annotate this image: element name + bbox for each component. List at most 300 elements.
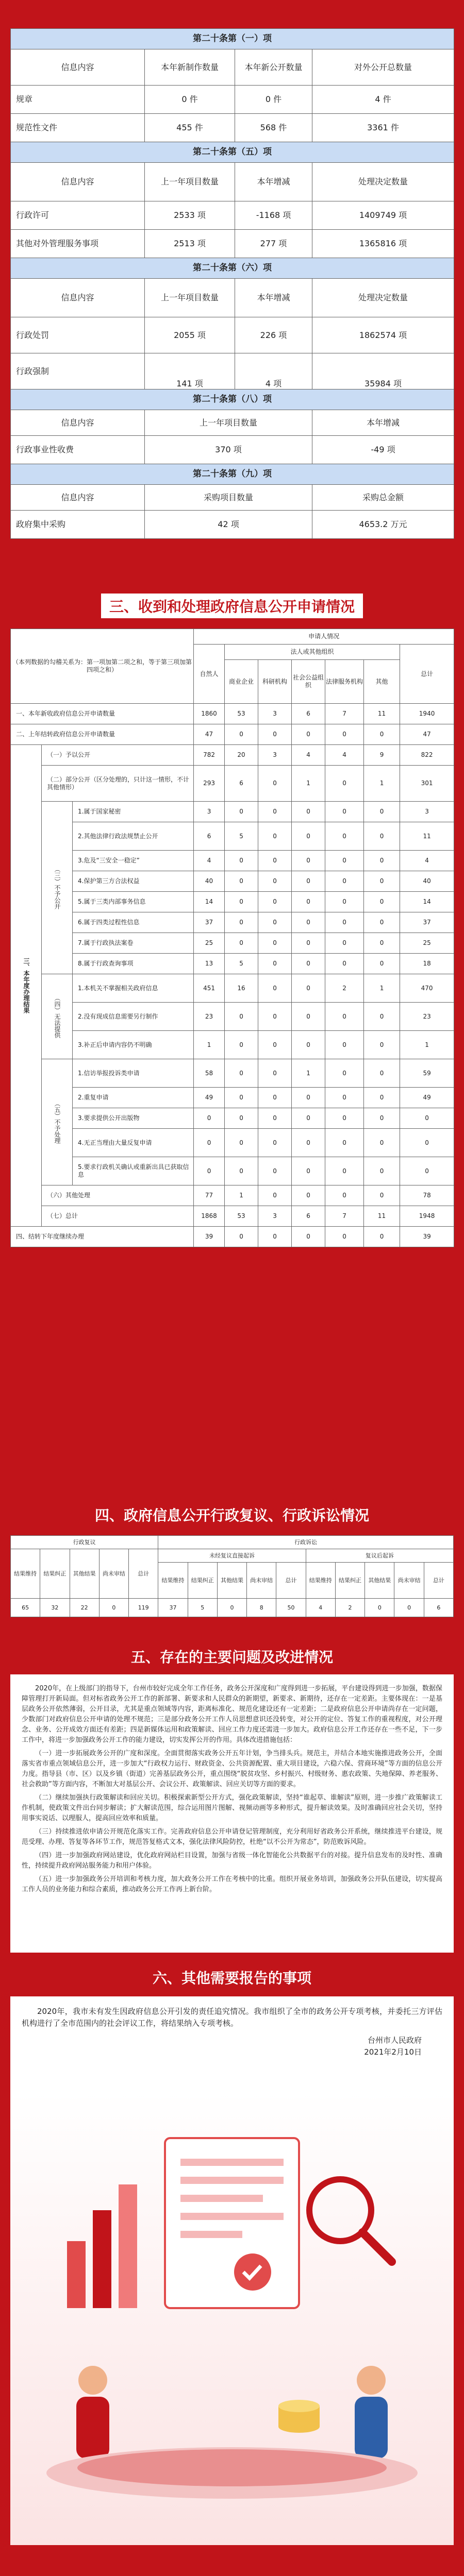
row-label: 行政处罚: [11, 317, 145, 353]
cell: 0: [292, 1157, 325, 1185]
table-row: [11, 1599, 454, 1617]
cell: 7: [325, 704, 364, 724]
col-header: 其他: [364, 660, 400, 704]
col-header: 上一年项目数量: [145, 410, 312, 436]
cell: 4: [194, 851, 225, 871]
group-label: （五）不予处理: [42, 1059, 73, 1185]
col-header: 信息内容: [11, 163, 145, 201]
col-header: 上一年项目数量: [145, 163, 235, 201]
cell: 0: [292, 851, 325, 871]
cell: 0: [225, 1059, 258, 1088]
cell: 35984 项: [312, 353, 454, 389]
table-row: [11, 1129, 454, 1157]
col-header: 其他结果: [217, 1563, 246, 1599]
table-row: [11, 745, 454, 766]
cell: 0: [325, 954, 364, 974]
cell: 0: [194, 1157, 225, 1185]
table-row: [11, 1059, 454, 1088]
cell: 4: [292, 745, 325, 766]
table-row: [11, 1108, 454, 1129]
cell: 0: [364, 724, 400, 745]
cell: 20: [225, 745, 258, 766]
cell: 0: [292, 802, 325, 822]
row-label: 二、上年结转政府信息公开申请数量: [11, 724, 194, 745]
table-row: [11, 802, 454, 822]
review-table: [10, 1535, 454, 1617]
row-label: （一）予以公开: [42, 745, 194, 766]
row-label: 政府集中采购: [11, 511, 145, 539]
cell: 0: [225, 724, 258, 745]
col-header: 信息内容: [11, 279, 145, 317]
col-header: 本年增减: [235, 279, 312, 317]
cell: 4: [325, 745, 364, 766]
cell: 301: [400, 766, 454, 802]
cell: 0: [364, 802, 400, 822]
cell: 0: [364, 1059, 400, 1088]
paragraph: 2020年，我市未有发生因政府信息公开引发的责任追究情况。我市组织了全市的政务公开专项考核，并委托三方评估机构进行了全市范围内的社会评议工作，将结果纳入专项考核。: [22, 2007, 442, 2028]
cell: 32: [40, 1599, 70, 1617]
cell: 0: [225, 1227, 258, 1247]
cell: 0: [258, 851, 292, 871]
row-label: 1.信访举报投诉类申请: [73, 1059, 194, 1088]
row-label: 2.重复申请: [73, 1088, 194, 1108]
cell: 0: [364, 912, 400, 933]
cell: 11: [364, 704, 400, 724]
decorative-illustration: [10, 2092, 454, 2545]
col-header: 本年增减: [235, 163, 312, 201]
table-row: [11, 1157, 454, 1185]
paragraph: （一）进一步拓展政务公开的广度和深度。全面贯彻落实政务公开五年计划，争当排头兵。规范主，并结合本地实施推进政务公开，全面落实省市重点领域信息公开，进一步加大“行政权力运行、财政资金、公共资源配置、重大项目建设，六稳六保、营商环境”等方面的信息公开力度。指导县（市、区）以及乡镇（街道）完善基层政务公开，重点围绕“脱贫攻坚、乡村振兴、村级财务、惠农政策、失地保障、养老服务、社会救助”等方面内容，不断加大对基层公开、会议公开、政策解读、回应关切等方面的要求。: [22, 1750, 442, 1788]
cell: 0: [258, 1031, 292, 1059]
section-heading-4: 四、政府信息公开行政复议、行政诉讼情况: [94, 1507, 369, 1524]
cell: 7: [325, 1206, 364, 1227]
cell: 6: [292, 1206, 325, 1227]
col-header: 结果纠正: [188, 1563, 217, 1599]
cell: 11: [364, 1206, 400, 1227]
cell: 0: [258, 1227, 292, 1247]
paragraph: （二）继续加强执行政策解读和回应关切。积极探索新型公开方式，强化政策解读，坚持“谁起草、谁解读”原则，进一步推广政策解读工作机制，使政策文件出台同步解读；扩大解读范围，综合运用图片图解、视频动画等多种形式，提升解读效果。及时准确回应社会关切，坚持用事实说话、以理服人，提高回应效率和质量。: [22, 1794, 442, 1822]
cell: 47: [400, 724, 454, 745]
cell: 0: [258, 1088, 292, 1108]
table-row: [11, 1003, 454, 1031]
cell: 78: [400, 1185, 454, 1206]
cell: 5: [225, 954, 258, 974]
cell: 0: [258, 1003, 292, 1031]
cell: 0: [365, 1599, 394, 1617]
issues-text-card: [10, 1674, 454, 1953]
cell: 0: [258, 1129, 292, 1157]
cell: 0: [364, 1157, 400, 1185]
application-table: [10, 629, 454, 1247]
cell: 0: [325, 766, 364, 802]
col-header: 商业企业: [225, 660, 258, 704]
cell: 0: [258, 822, 292, 851]
cell: 0: [292, 871, 325, 892]
cell: 0: [292, 1088, 325, 1108]
cell: 455 件: [145, 114, 235, 142]
col-header: 本年增减: [312, 410, 454, 436]
cell: 47: [194, 724, 225, 745]
cell: 3: [258, 704, 292, 724]
col-header: 总计: [276, 1563, 306, 1599]
cell: 4 项: [235, 353, 312, 389]
cell: 0: [325, 1059, 364, 1088]
row-label: 6.属于四类过程性信息: [73, 912, 194, 933]
cell: 0: [194, 1108, 225, 1129]
cell: 0: [364, 822, 400, 851]
cell: 1: [400, 1031, 454, 1059]
cell: 0: [225, 1108, 258, 1129]
cell: 0: [292, 974, 325, 1003]
cell: 59: [400, 1059, 454, 1088]
col-header: 信息内容: [11, 49, 145, 86]
cell: 119: [129, 1599, 158, 1617]
cell: 0: [258, 1059, 292, 1088]
signature-block: [22, 2035, 442, 2058]
cell: 4: [400, 851, 454, 871]
cell: 0: [292, 1227, 325, 1247]
cell: 18: [400, 954, 454, 974]
cell: 23: [400, 1003, 454, 1031]
row-label: 行政许可: [11, 201, 145, 230]
cell: 65: [11, 1599, 40, 1617]
cell: 0: [364, 1185, 400, 1206]
cell: 0: [364, 871, 400, 892]
cell: 6: [194, 822, 225, 851]
row-label: 四、结转下年度继续办理: [11, 1227, 194, 1247]
row-label: 3.危及“三安全一稳定”: [73, 851, 194, 871]
cell: 6: [424, 1599, 453, 1617]
suit-header: 行政诉讼: [158, 1536, 454, 1549]
row-label: 3.要求提供公开出版物: [73, 1108, 194, 1129]
table-row: [11, 954, 454, 974]
col-header-natural: 自然人: [194, 645, 225, 704]
row-label: 1.本机关不掌握相关政府信息: [73, 974, 194, 1003]
cell: 0: [225, 1003, 258, 1031]
cell: 0: [225, 1129, 258, 1157]
cell: 0: [225, 933, 258, 954]
cell: 0: [194, 1129, 225, 1157]
col-header: 上一年项目数量: [145, 279, 235, 317]
cell: 49: [194, 1088, 225, 1108]
cell: 0: [292, 724, 325, 745]
cell: 25: [194, 933, 225, 954]
table-row: [11, 892, 454, 912]
paragraph: （三）持续推进依申请公开规范化落实工作。完善政府信息公开申请登记管理制度，充分利用好省政务公开系统，继续推进平台建设，规范受理、办理、答复等各环节工作，规范答复格式文本，强化法律风险防控，杜绝“以不公开为常态”，防范败诉风险。: [22, 1828, 442, 1846]
cell: 1862574 项: [312, 317, 454, 353]
cell: 0: [325, 1157, 364, 1185]
cell: 0: [325, 912, 364, 933]
group-label: （三）不予公开: [42, 802, 73, 974]
section-heading-5: 五、存在的主要问题及改进情况: [130, 1649, 333, 1666]
cell: 42 项: [145, 511, 312, 539]
table-row: [11, 724, 454, 745]
coins-icon: [278, 2400, 320, 2433]
col-header: 本年新公开数量: [235, 49, 312, 86]
cell: 0: [292, 1129, 325, 1157]
corner-note: （本列数据的勾稽关系为：第一项加第二项之和，等于第三项加第四项之和）: [11, 629, 194, 704]
cell: 0: [225, 1031, 258, 1059]
cell: 0: [258, 802, 292, 822]
cell: 1: [292, 1059, 325, 1088]
cell: 4 件: [312, 86, 454, 114]
cell: 0: [364, 1129, 400, 1157]
cell: 2513 项: [145, 230, 235, 258]
cell: 1: [364, 766, 400, 802]
table-row: [11, 704, 454, 724]
cell: 6: [292, 704, 325, 724]
cell: 1: [364, 974, 400, 1003]
cell: 0: [364, 1088, 400, 1108]
cell: 0: [292, 1003, 325, 1031]
document-icon: [165, 2138, 299, 2308]
row-label: 一、本年新收政府信息公开申请数量: [11, 704, 194, 724]
row-label: 1.属于国家秘密: [73, 802, 194, 822]
col-header: 结果纠正: [40, 1549, 70, 1599]
cell: 0: [400, 1129, 454, 1157]
cell: 0: [225, 912, 258, 933]
cell: 1: [292, 766, 325, 802]
cell: 23: [194, 1003, 225, 1031]
section-header: 第二十条第（八）项: [11, 389, 454, 410]
cell: 2533 项: [145, 201, 235, 230]
cell: 370 项: [145, 436, 312, 464]
cell: 0: [400, 1108, 454, 1129]
cell: 0 件: [235, 86, 312, 114]
cell: 40: [400, 871, 454, 892]
col-header: 结果维持: [158, 1563, 188, 1599]
applicant-header: 申请人情况: [194, 629, 454, 645]
other-matters-card: [10, 1996, 454, 2545]
section-header: 第二十条第（九）项: [11, 464, 454, 485]
sign-org: 台州市人民政府: [367, 2036, 422, 2045]
row-label: （二）部分公开（区分处理的，只计这一情形，不计其他情形）: [42, 766, 194, 802]
cell: 53: [225, 704, 258, 724]
cell: 0: [364, 1031, 400, 1059]
cell: 8: [247, 1599, 276, 1617]
row-label: 规范性文件: [11, 114, 145, 142]
cell: 0: [225, 1157, 258, 1185]
cell: 0: [394, 1599, 424, 1617]
row-label: 2.没有现成信息需要另行制作: [73, 1003, 194, 1031]
cell: 0: [217, 1599, 246, 1617]
application-table-card: [10, 629, 454, 1247]
cell: 2: [335, 1599, 364, 1617]
col-header: 尚未审结: [394, 1563, 424, 1599]
table-row: [11, 1088, 454, 1108]
cell: 0: [258, 1108, 292, 1129]
cell: 0: [325, 851, 364, 871]
col-header: 总计: [129, 1549, 158, 1599]
cell: 0: [258, 766, 292, 802]
cell: 0: [225, 851, 258, 871]
review-table-card: [10, 1535, 454, 1617]
cell: 0: [225, 892, 258, 912]
cell: 0: [325, 933, 364, 954]
cell: 293: [194, 766, 225, 802]
cell: 0: [292, 1108, 325, 1129]
side-label: 三、本年度办理结果: [11, 745, 42, 1227]
cell: 1940: [400, 704, 454, 724]
cell: 0: [325, 1227, 364, 1247]
table-row: [11, 912, 454, 933]
col-header: 其他结果: [70, 1549, 99, 1599]
cell: 0: [325, 1108, 364, 1129]
cell: 22: [70, 1599, 99, 1617]
col-header: 其他结果: [365, 1563, 394, 1599]
row-label: 8.属于行政查询事项: [73, 954, 194, 974]
cell: 0: [258, 1157, 292, 1185]
cell: 0: [325, 1185, 364, 1206]
cell: 0: [258, 954, 292, 974]
cell: 25: [400, 933, 454, 954]
cell: 0: [325, 802, 364, 822]
cell: 1868: [194, 1206, 225, 1227]
cell: 0: [258, 892, 292, 912]
cell: 0: [364, 1003, 400, 1031]
cell: 6: [225, 766, 258, 802]
section-header: 第二十条第（一）项: [11, 29, 454, 49]
row-label: 规章: [11, 86, 145, 114]
paragraph: （五）进一步加强政务公开培训和考核力度，加大政务公开工作在考核中的比重。组织开展业务培训，加强政务公开队伍建设，切实提高工作人员的业务能力和综合素质，推动政务公开工作再上新台阶。: [22, 1875, 442, 1893]
table-row: [11, 822, 454, 851]
cell: 0: [364, 1108, 400, 1129]
col-header: 处理决定数量: [312, 279, 454, 317]
section-heading-3: 三、收到和处理政府信息公开申请情况: [0, 594, 464, 618]
col-header: 总计: [424, 1563, 453, 1599]
cell: 37: [158, 1599, 188, 1617]
cell: 0: [292, 933, 325, 954]
cell: 0: [292, 912, 325, 933]
cell: 3: [194, 802, 225, 822]
cell: 39: [400, 1227, 454, 1247]
table-row: [11, 1227, 454, 1247]
cell: 0 件: [145, 86, 235, 114]
section-header: 第二十条第（六）项: [11, 258, 454, 279]
col-header: 对外公开总数量: [312, 49, 454, 86]
cell: 0: [292, 954, 325, 974]
cell: 2055 项: [145, 317, 235, 353]
paragraph: 2020年，在上级部门的指导下，台州市较好完成全年工作任务，政务公开深度和广度得到进一步拓展，平台建设得到进一步加强，数据保障管理打开新局面。但对标省政务公开工作的新部署、新要求和人民群众的新期望，新要求、新期待，还存在一定差距。主要体现在：一是基层政务公开依然薄弱，公开目录，尤其是重点领域等内容，距离标准化、规范化建设还有一定差距；二是政府信息公开申请尚存在一定问题，少数部门对政府信息公开申请的处理不规范；三是部分政务公开工作人员思想意识还没转变，对公开的定位、答复工作的重视程度，对公开理念、业务、公开成效方面还有差距；四是新媒体运用和政策解读、回应工作力度还需进一步加大。政府信息公开工作还存在一些不足，下一步工作中，将进一步加强政务公开工作的能力建设，切实发挥公开的作用。具体改进措施包括：: [22, 1685, 442, 1744]
cell: 0: [364, 892, 400, 912]
cell: 0: [292, 1031, 325, 1059]
cell: 16: [225, 974, 258, 1003]
cell: 4: [306, 1599, 335, 1617]
cell: 3: [400, 802, 454, 822]
col-header: 结果纠正: [335, 1563, 364, 1599]
cell: 0: [325, 1129, 364, 1157]
cell: 39: [194, 1227, 225, 1247]
col-header-total: 总计: [400, 645, 454, 704]
col-header: 法律服务机构: [325, 660, 364, 704]
cell: 0: [325, 871, 364, 892]
cell: 5: [225, 822, 258, 851]
cell: 50: [276, 1599, 306, 1617]
cell: 40: [194, 871, 225, 892]
cell: 9: [364, 745, 400, 766]
cell: 822: [400, 745, 454, 766]
cell: 3: [258, 1206, 292, 1227]
cell: 277 项: [235, 230, 312, 258]
cell: 0: [258, 724, 292, 745]
review-header: 行政复议: [11, 1536, 158, 1549]
cell: 3361 件: [312, 114, 454, 142]
col-header: 信息内容: [11, 410, 145, 436]
cell: 0: [258, 871, 292, 892]
cell: 37: [194, 912, 225, 933]
table-row: [11, 974, 454, 1003]
cell: 1365816 项: [312, 230, 454, 258]
table-row: [11, 1206, 454, 1227]
cell: 14: [194, 892, 225, 912]
col-header: 信息内容: [11, 485, 145, 511]
other-matters-text: [10, 1996, 454, 2058]
row-label: （七）总计: [42, 1206, 194, 1227]
cell: 1: [194, 1031, 225, 1059]
cell: 0: [225, 802, 258, 822]
group-label: （四）无法提供: [42, 974, 73, 1059]
direct-header: 未经复议直接起诉: [158, 1549, 306, 1563]
table-row: [11, 1031, 454, 1059]
row-label: 行政事业性收费: [11, 436, 145, 464]
col-header: 科研机构: [258, 660, 292, 704]
cell: 0: [258, 912, 292, 933]
cell: 451: [194, 974, 225, 1003]
cell: 77: [194, 1185, 225, 1206]
col-header: 尚未审结: [99, 1549, 128, 1599]
cell: 58: [194, 1059, 225, 1088]
row-label: 其他对外管理服务事项: [11, 230, 145, 258]
col-header: 结果维持: [11, 1549, 40, 1599]
row-label: 4.保护第三方合法权益: [73, 871, 194, 892]
cell: 11: [400, 822, 454, 851]
cell: 49: [400, 1088, 454, 1108]
table-row: [11, 1185, 454, 1206]
cell: 0: [364, 954, 400, 974]
table-row: [11, 766, 454, 802]
row-label: 7.属于行政执法案卷: [73, 933, 194, 954]
cell: 470: [400, 974, 454, 1003]
cell: 0: [325, 822, 364, 851]
cell: 0: [292, 892, 325, 912]
col-header: 采购总金额: [312, 485, 454, 511]
table-row: [11, 851, 454, 871]
cell: 0: [364, 1227, 400, 1247]
cell: 53: [225, 1206, 258, 1227]
row-label: 3.补正后申请内容仍不明确: [73, 1031, 194, 1059]
cell: 0: [325, 892, 364, 912]
cell: 4653.2 万元: [312, 511, 454, 539]
col-header: 尚未审结: [247, 1563, 276, 1599]
cell: 0: [364, 851, 400, 871]
table-row: [11, 871, 454, 892]
col-header: 结果维持: [306, 1563, 335, 1599]
cell: 0: [258, 933, 292, 954]
cell: 0: [292, 822, 325, 851]
col-header: 社会公益组织: [292, 660, 325, 704]
table-row: [11, 933, 454, 954]
cell: 5: [188, 1599, 217, 1617]
cell: 226 项: [235, 317, 312, 353]
cell: -1168 项: [235, 201, 312, 230]
row-label: 4.无正当理由大量反复申请: [73, 1129, 194, 1157]
cell: 0: [325, 724, 364, 745]
section-heading-6: 六、其他需要报告的事项: [152, 1970, 311, 1987]
cell: 0: [225, 1088, 258, 1108]
row-label: 5.属于三类内部事务信息: [73, 892, 194, 912]
cell: -49 项: [312, 436, 454, 464]
cell: 0: [99, 1599, 128, 1617]
